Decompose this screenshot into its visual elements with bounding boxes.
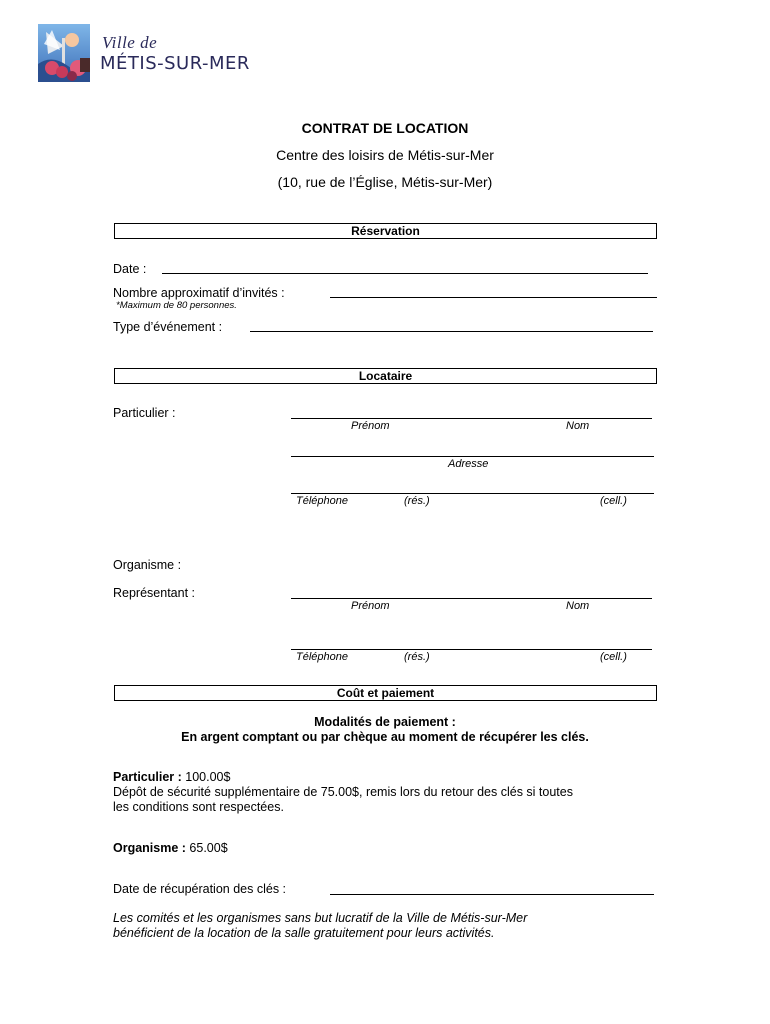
representant-label: Représentant : [113,586,195,600]
representant-prenom-caption: Prénom [351,600,390,612]
date-label: Date : [113,262,147,276]
particulier-phone-line[interactable] [291,493,654,494]
organisme-price-value: 65.00$ [189,841,228,855]
free-rental-note-line-2: bénéficient de la location de la salle gratuitement pour leurs activités. [113,926,495,940]
representant-res-caption: (rés.) [404,651,430,663]
particulier-address-line[interactable] [291,456,654,457]
representant-phone-line[interactable] [291,649,652,650]
guests-max-note: *Maximum de 80 personnes. [116,300,237,311]
particulier-price-label: Particulier : [113,770,182,784]
subtitle-address: (10, rue de l’Église, Métis-sur-Mer) [277,174,493,190]
particulier-telephone-caption: Téléphone [296,495,348,507]
event-type-field-line[interactable] [250,331,653,332]
event-type-label: Type d’événement : [113,320,223,334]
particulier-name-line[interactable] [291,418,652,419]
date-field-line[interactable] [162,273,648,274]
particulier-nom-caption: Nom [566,420,590,432]
document-title: CONTRAT DE LOCATION [301,120,469,136]
guests-label: Nombre approximatif d’invités : [113,286,285,300]
logo-script-text: Ville de [102,33,158,52]
depot-line-2: les conditions sont respectées. [113,800,284,814]
representant-name-line[interactable] [291,598,652,599]
organisme-label: Organisme : [113,558,182,572]
particulier-price-line [113,770,230,785]
modalites-text: En argent comptant ou par chèque au moment de récupérer les clés. [181,730,589,744]
particulier-res-caption: (rés.) [404,495,430,507]
subtitle-venue: Centre des loisirs de Métis-sur-Mer [276,147,494,163]
particulier-cell-caption: (cell.) [600,495,627,507]
recuperation-label: Date de récupération des clés : [113,882,287,896]
representant-cell-caption: (cell.) [600,651,627,663]
section-header-locataire: Locataire [114,368,657,384]
particulier-prenom-caption: Prénom [351,420,390,432]
guests-field-line[interactable] [330,297,657,298]
organisme-price-label: Organisme : [113,841,186,855]
particulier-price-value: 100.00$ [185,770,231,784]
city-logo-image [38,24,90,82]
representant-nom-caption: Nom [566,600,590,612]
modalites-title: Modalités de paiement : [314,715,456,729]
particulier-adresse-caption: Adresse [448,458,489,470]
depot-line-1: Dépôt de sécurité supplémentaire de 75.00$, remis lors du retour des clés si toutes [113,785,573,799]
section-header-cout-paiement: Coût et paiement [114,685,657,701]
logo-city-name: MÉTIS-SUR-MER [100,53,250,74]
section-header-reservation: Réservation [114,223,657,239]
representant-telephone-caption: Téléphone [296,651,348,663]
free-rental-note-line-1: Les comités et les organismes sans but lucratif de la Ville de Métis-sur-Mer [113,911,528,925]
particulier-label: Particulier : [113,406,176,420]
recuperation-field-line[interactable] [330,894,654,895]
organisme-price-line [113,841,228,856]
